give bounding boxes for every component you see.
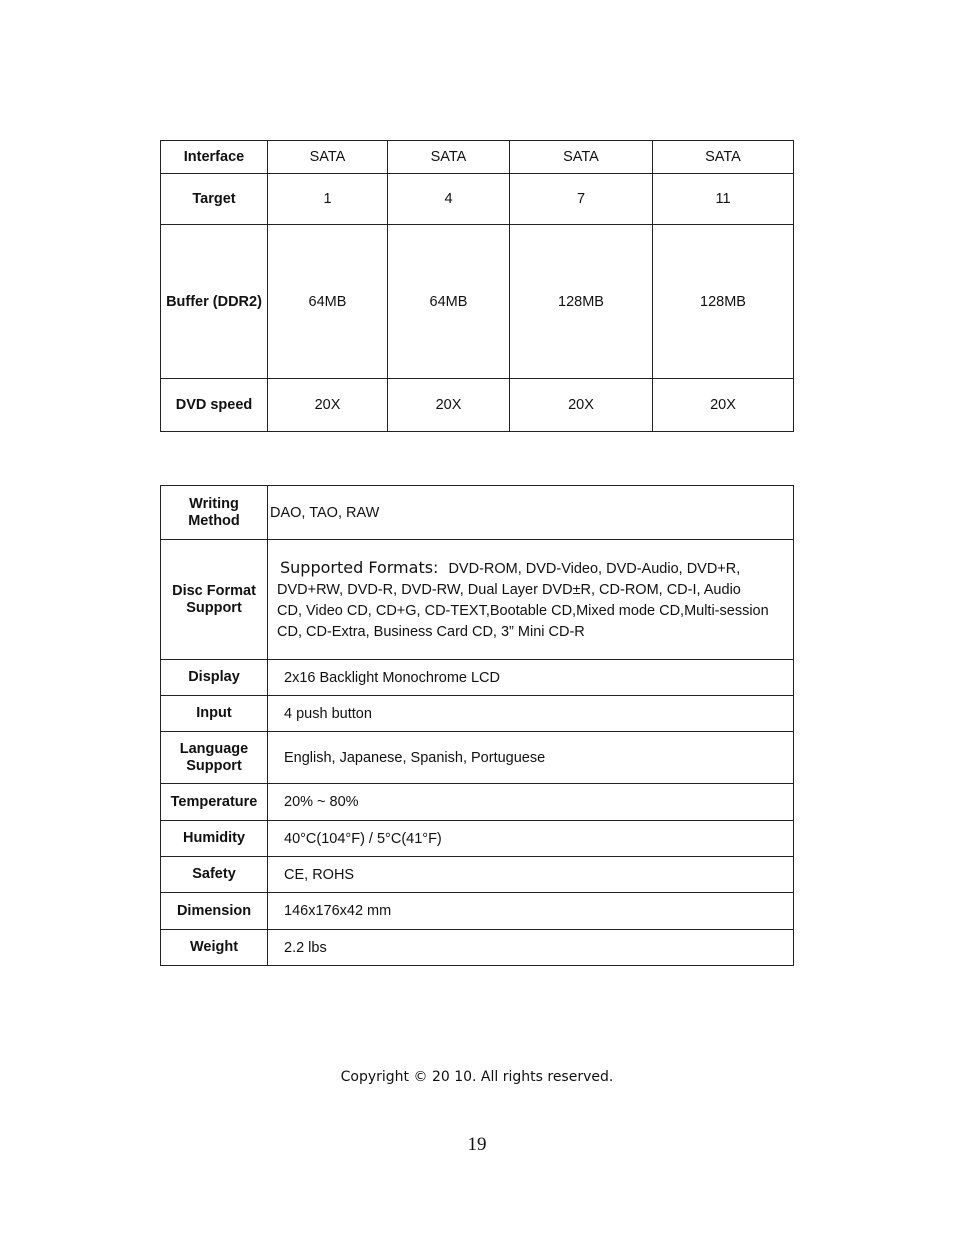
row-label-safety: Safety [161, 857, 268, 893]
row-label-display: Display [161, 660, 268, 696]
table-row [161, 660, 794, 696]
table-cell: 1 [268, 174, 388, 225]
safety-value: CE, ROHS [268, 857, 794, 893]
table-row [161, 893, 794, 930]
table-cell: 7 [510, 174, 653, 225]
row-label-input: Input [161, 696, 268, 732]
row-label-writing-method: Writing Method [161, 486, 268, 540]
row-label-humidity: Humidity [161, 821, 268, 857]
table-row [161, 225, 794, 379]
table-cell: 20X [388, 379, 510, 432]
spec-table-drive [160, 140, 794, 432]
table-cell: SATA [653, 141, 794, 174]
table-row [161, 696, 794, 732]
humidity-value: 40°C(104°F) / 5°C(41°F) [268, 821, 794, 857]
table-row [161, 379, 794, 432]
temperature-value: 20% ~ 80% [268, 784, 794, 821]
page-number: 19 [467, 1134, 487, 1155]
disc-format-value: Supported Formats: DVD-ROM, DVD-Video, DVD-Audio, DVD+R, DVD+RW, DVD-R, DVD-RW, Dual Layer DVD±R, CD-ROM, CD-I, Audio CD, Video CD, CD+G, CD-TEXT,Bootable CD,Mixed mode CD,Multi-session CD, CD-Extra, Business Card CD, 3” Mini CD-R [268, 540, 794, 660]
table-row [161, 732, 794, 784]
table-row [161, 486, 794, 540]
row-label-dimension: Dimension [161, 893, 268, 930]
footer-copyright: Copyright © 20 10. All rights reserved. [340, 1069, 614, 1085]
table-cell: 11 [653, 174, 794, 225]
table-row [161, 857, 794, 893]
writing-method-value: DAO, TAO, RAW [268, 486, 794, 540]
row-label-target: Target [161, 174, 268, 225]
row-label-weight: Weight [161, 930, 268, 966]
display-value: 2x16 Backlight Monochrome LCD [268, 660, 794, 696]
row-label-buffer: Buffer (DDR2) [161, 225, 268, 379]
table-cell: 20X [510, 379, 653, 432]
table-cell: 64MB [268, 225, 388, 379]
table-row [161, 141, 794, 174]
language-value: English, Japanese, Spanish, Portuguese [268, 732, 794, 784]
table-row [161, 784, 794, 821]
table-cell: SATA [510, 141, 653, 174]
spec-table-features [160, 485, 794, 966]
weight-value: 2.2 lbs [268, 930, 794, 966]
table-cell: SATA [388, 141, 510, 174]
table-row [161, 174, 794, 225]
table-row [161, 540, 794, 660]
table-row [161, 930, 794, 966]
table-cell: 4 [388, 174, 510, 225]
dimension-value: 146x176x42 mm [268, 893, 794, 930]
row-label-dvd-speed: DVD speed [161, 379, 268, 432]
row-label-temperature: Temperature [161, 784, 268, 821]
table-cell: 128MB [653, 225, 794, 379]
supported-formats-heading: Supported Formats: [280, 557, 439, 577]
table-row [161, 821, 794, 857]
row-label-language: Language Support [161, 732, 268, 784]
table-cell: SATA [268, 141, 388, 174]
row-label-interface: Interface [161, 141, 268, 174]
table-cell: 20X [653, 379, 794, 432]
input-value: 4 push button [268, 696, 794, 732]
table-cell: 128MB [510, 225, 653, 379]
table-cell: 20X [268, 379, 388, 432]
table-cell: 64MB [388, 225, 510, 379]
row-label-disc-format: Disc Format Support [161, 540, 268, 660]
